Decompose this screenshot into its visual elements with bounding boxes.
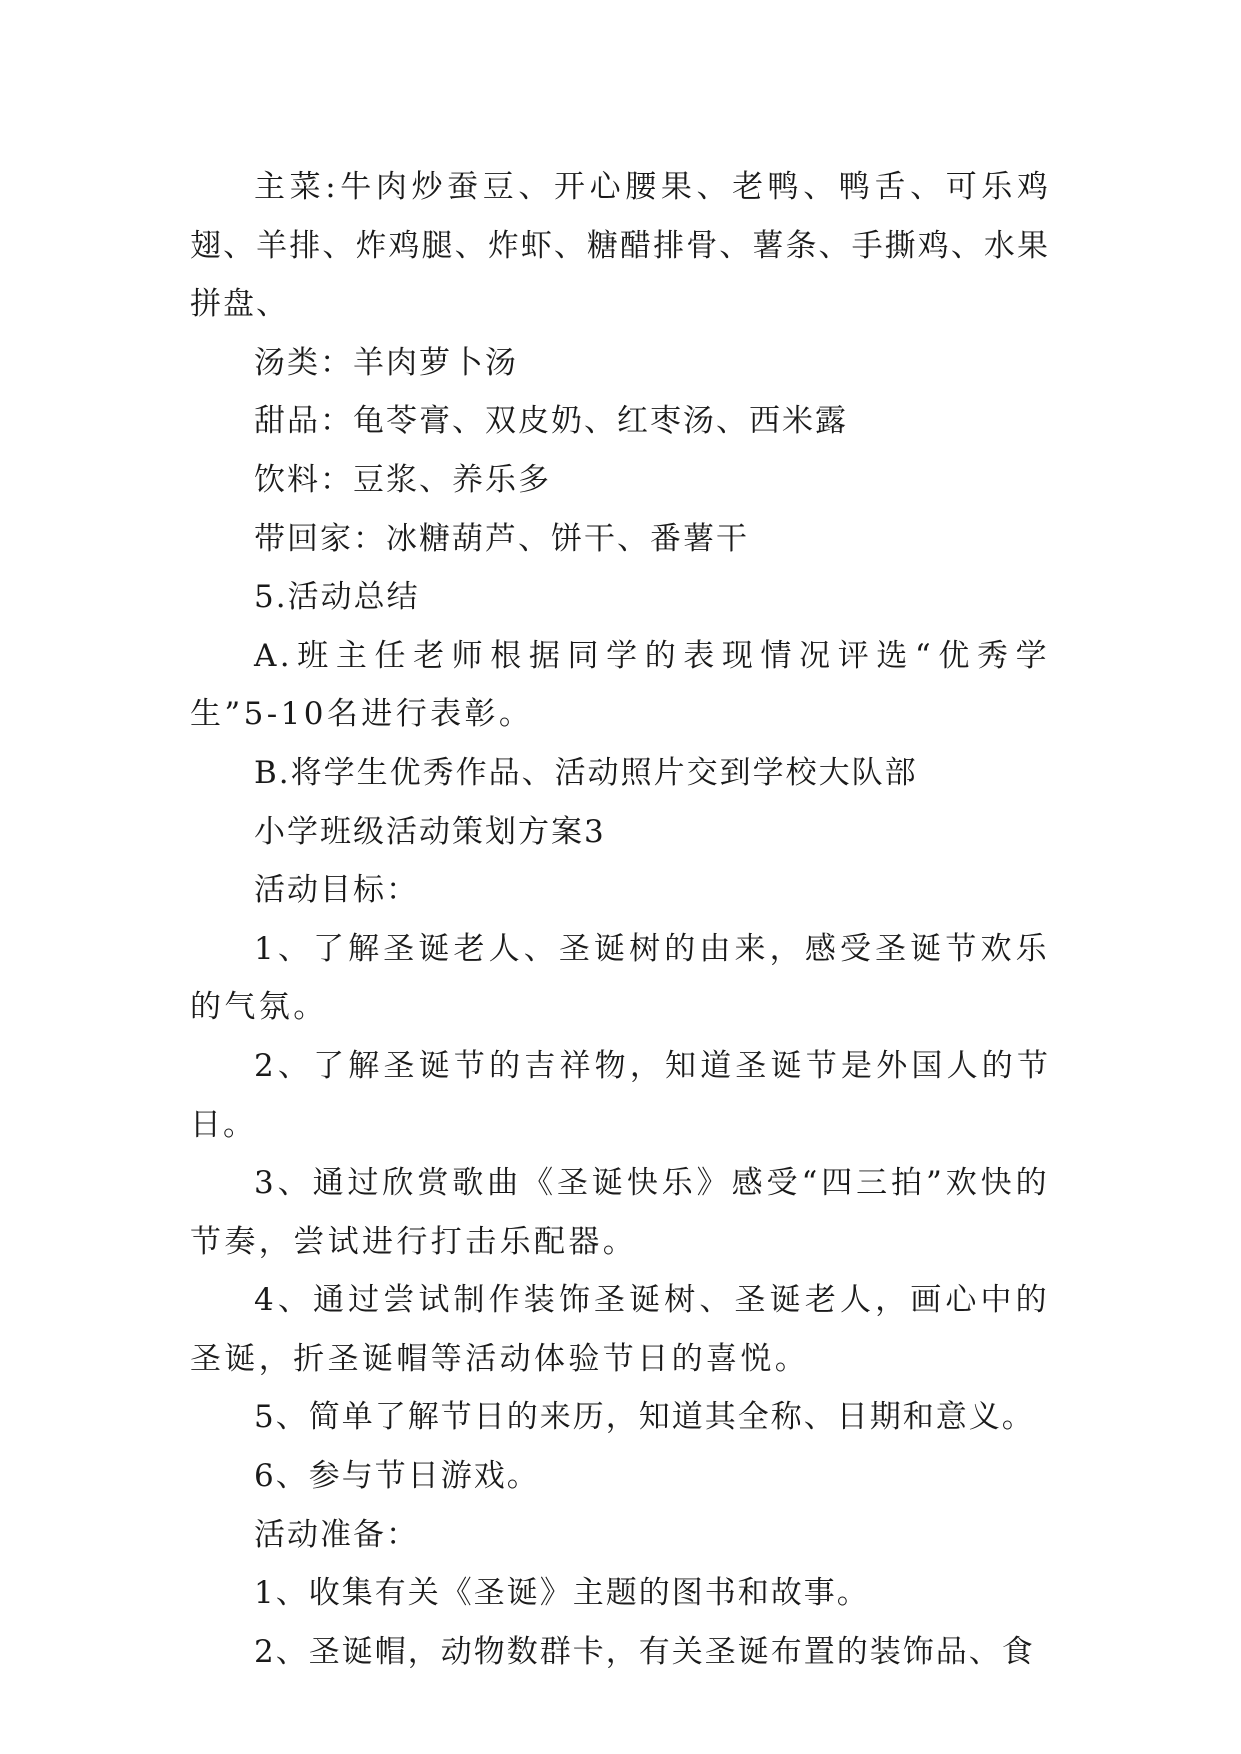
section-title-plan-3: 小学班级活动策划方案3 bbox=[254, 813, 606, 850]
heading-activity-goals: 活动目标： bbox=[254, 872, 419, 909]
paragraph-desserts: 甜品：龟苓膏、双皮奶、红枣汤、西米露 bbox=[254, 403, 848, 440]
paragraph-summary-a: A.班主任老师根据同学的表现情况评选“优秀学生”5-10名进行表彰。 bbox=[190, 637, 1050, 733]
list-item-goal-1: 1、了解圣诞老人、圣诞树的由来，感受圣诞节欢乐的气氛。 bbox=[190, 930, 1050, 1026]
document-body bbox=[190, 158, 1050, 1681]
paragraph-summary-heading: 5.活动总结 bbox=[254, 579, 420, 616]
list-item-goal-2: 2、了解圣诞节的吉祥物，知道圣诞节是外国人的节日。 bbox=[190, 1047, 1050, 1143]
paragraph-take-home: 带回家：冰糖葫芦、饼干、番薯干 bbox=[254, 520, 749, 557]
paragraph-soup: 汤类：羊肉萝卜汤 bbox=[254, 344, 518, 381]
list-item-goal-5: 5、简单了解节日的来历，知道其全称、日期和意义。 bbox=[254, 1399, 1035, 1436]
list-item-prep-2: 2、圣诞帽，动物数群卡，有关圣诞布置的装饰品、食 bbox=[254, 1633, 1035, 1670]
list-item-goal-4: 4、通过尝试制作装饰圣诞树、圣诞老人，画心中的圣诞，折圣诞帽等活动体验节日的喜悦。 bbox=[190, 1282, 1050, 1377]
heading-activity-preparation: 活动准备： bbox=[254, 1516, 419, 1553]
paragraph-summary-b: B.将学生优秀作品、活动照片交到学校大队部 bbox=[254, 754, 918, 791]
paragraph-main-dishes: 主菜:牛肉炒蚕豆、开心腰果、老鸭、鸭舌、可乐鸡翅、羊排、炸鸡腿、炸虾、糖醋排骨、薯条、手撕鸡、水果拼盘、 bbox=[190, 169, 1050, 323]
list-item-goal-6: 6、参与节日游戏。 bbox=[254, 1458, 540, 1495]
list-item-prep-1: 1、收集有关《圣诞》主题的图书和故事。 bbox=[254, 1575, 870, 1612]
list-item-goal-3: 3、通过欣赏歌曲《圣诞快乐》感受“四三拍”欢快的节奏，尝试进行打击乐配器。 bbox=[190, 1165, 1050, 1260]
paragraph-drinks: 饮料：豆浆、养乐多 bbox=[254, 461, 551, 498]
